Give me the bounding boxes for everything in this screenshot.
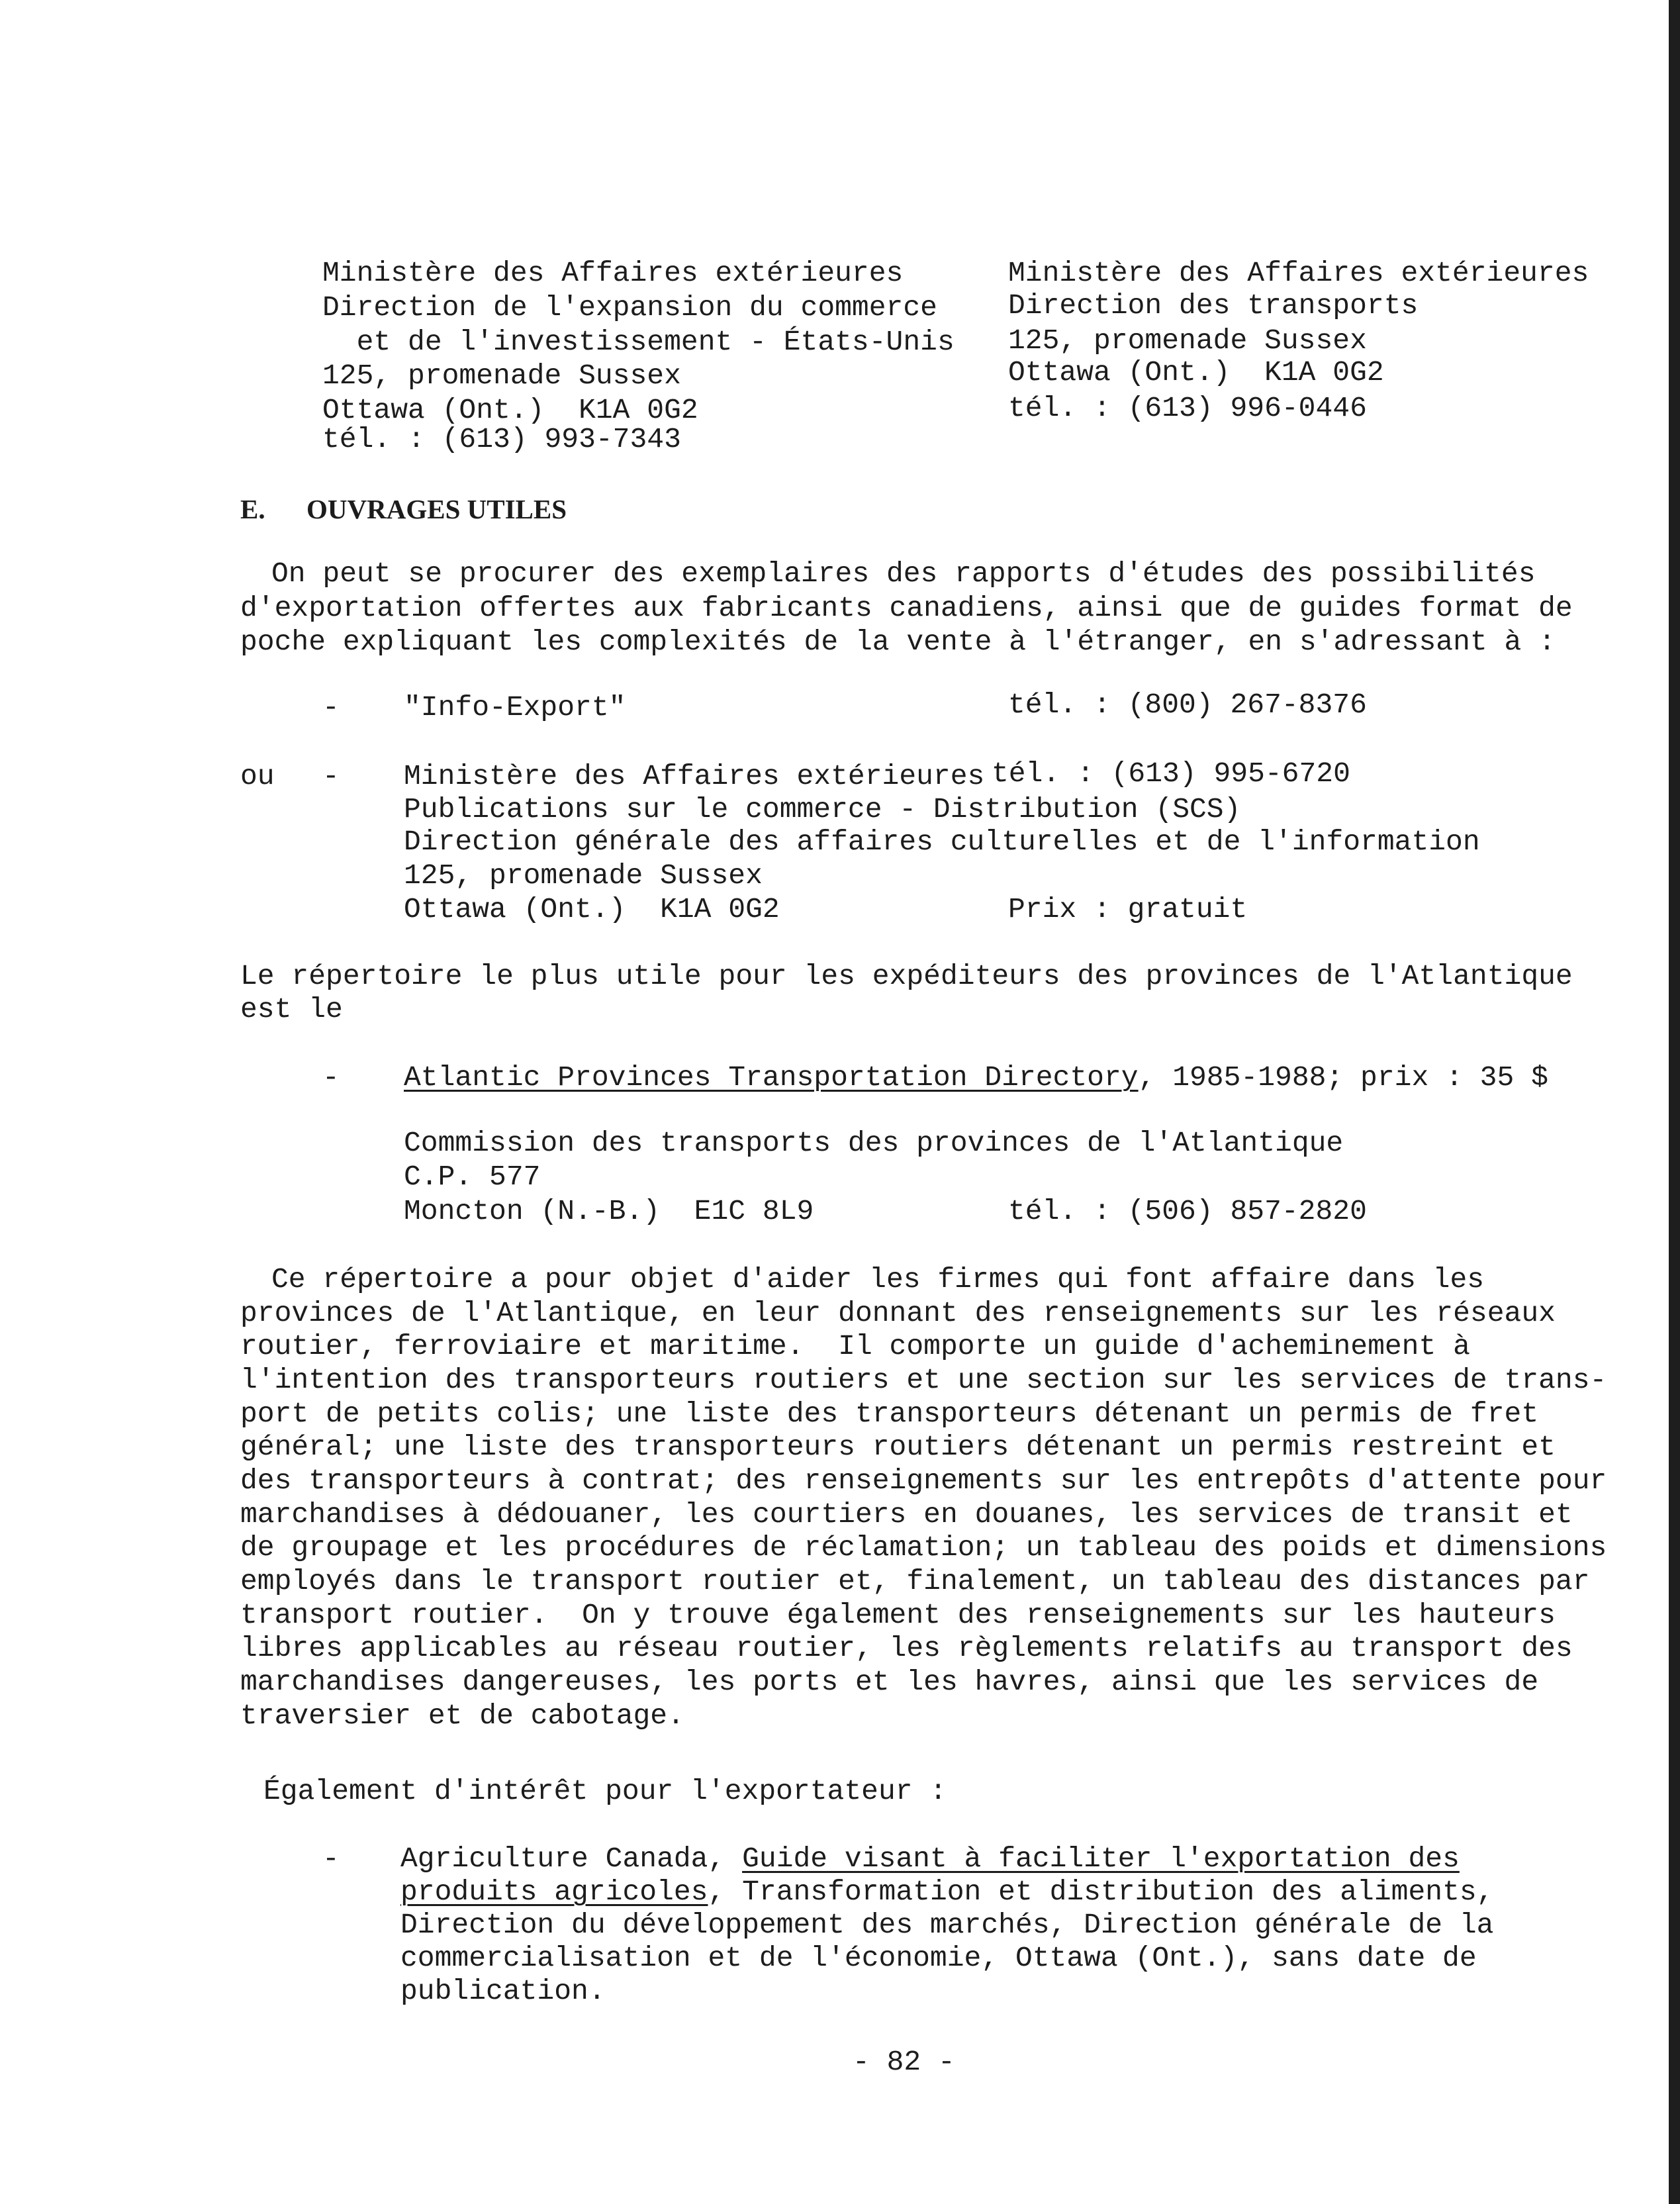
paragraph-line: de groupage et les procédures de réclamation; un tableau des poids et dimensions (240, 1531, 1607, 1564)
address-left-line: 125, promenade Sussex (322, 359, 681, 392)
paragraph-line: provinces de l'Atlantique, en leur donnant des renseignements sur les réseaux (240, 1297, 1556, 1329)
contact-phone: tél. : (613) 995-6720 (992, 757, 1350, 790)
paragraph-line: employés dans le transport routier et, finalement, un tableau des distances par (240, 1565, 1590, 1598)
address-left-line: Ottawa (Ont.) K1A 0G2 (322, 394, 698, 426)
address-right-line: Ottawa (Ont.) K1A 0G2 (1008, 356, 1384, 389)
section-title: OUVRAGES UTILES (306, 494, 567, 524)
address-left-line: Direction de l'expansion du commerce (322, 291, 937, 324)
bullet-dash: - (322, 1061, 340, 1094)
paragraph-line: général; une liste des transporteurs routiers détenant un permis restreint et (240, 1431, 1556, 1463)
directory-entry (404, 1061, 1548, 1094)
agriculture-line (400, 1843, 1460, 1876)
paragraph-line: est le (240, 993, 343, 1026)
address-left-phone: tél. : (613) 993-7343 (322, 423, 681, 455)
agriculture-line: commercialisation et de l'économie, Ottawa (Ont.), sans date de (400, 1942, 1477, 1974)
price-label: Prix : gratuit (1008, 893, 1248, 926)
paragraph-line: libres applicables au réseau routier, les règlements relatifs au transport des (240, 1632, 1573, 1664)
directory-address-line: Commission des transports des provinces de l'Atlantique (404, 1127, 1344, 1159)
address-left-line: et de l'investissement - États-Unis (322, 326, 955, 358)
contact-line: 125, promenade Sussex (404, 859, 763, 892)
agriculture-title: Guide visant à faciliter l'exportation des (742, 1843, 1460, 1875)
directory-details: , 1985-1988; prix : 35 $ (1138, 1061, 1548, 1094)
paragraph-line: des transporteurs à contrat; des renseignements sur les entrepôts d'attente pour (240, 1464, 1607, 1497)
directory-address-line: Moncton (N.-B.) E1C 8L9 (404, 1195, 814, 1227)
paragraph-line: traversier et de cabotage. (240, 1700, 684, 1732)
paragraph-line: On peut se procurer des exemplaires des rapports d'études des possibilités (271, 557, 1536, 590)
scan-edge-bar (1669, 0, 1680, 2204)
agriculture-line (400, 1876, 1493, 1909)
directory-phone: tél. : (506) 857-2820 (1008, 1195, 1367, 1227)
bullet-dash: - (322, 1843, 340, 1875)
contact-line: Direction générale des affaires culturelles et de l'information (404, 826, 1480, 858)
paragraph-line: marchandises dangereuses, les ports et les havres, ainsi que les services de (240, 1666, 1539, 1698)
paragraph-line: port de petits colis; une liste des transporteurs détenant un permis de fret (240, 1398, 1539, 1430)
agriculture-title-cont: produits agricoles (400, 1876, 708, 1908)
paragraph-line: marchandises à dédouaner, les courtiers en douanes, les services de transit et (240, 1498, 1573, 1531)
agriculture-line: publication. (400, 1975, 606, 2007)
address-right-line: Ministère des Affaires extérieures (1008, 257, 1589, 289)
also-interest-line: Également d'intérêt pour l'exportateur : (263, 1775, 947, 1807)
address-left-line: Ministère des Affaires extérieures (322, 257, 904, 289)
page-number: - 82 - (853, 2046, 955, 2078)
paragraph-line: d'exportation offertes aux fabricants canadiens, ainsi que de guides format de (240, 592, 1573, 624)
address-right-line: Direction des transports (1008, 289, 1419, 322)
contact-line: Publications sur le commerce - Distribution (SCS) (404, 793, 1241, 826)
agriculture-line: Direction du développement des marchés, Direction générale de la (400, 1909, 1494, 1941)
paragraph-line: Le répertoire le plus utile pour les expéditeurs des provinces de l'Atlantique (240, 960, 1573, 992)
agriculture-author: Agriculture Canada, (400, 1843, 743, 1875)
bullet-dash: - (322, 760, 340, 792)
directory-address-line: C.P. 577 (404, 1161, 541, 1193)
contact-phone: tél. : (800) 267-8376 (1008, 689, 1367, 721)
paragraph-line: transport routier. On y trouve également des renseignements sur les hauteurs (240, 1599, 1556, 1631)
directory-title: Atlantic Provinces Transportation Directory (404, 1061, 1139, 1094)
or-label: ou (240, 760, 275, 792)
section-letter: E. (240, 494, 265, 524)
agriculture-publisher: , Transformation et distribution des aliments, (708, 1876, 1494, 1908)
bullet-dash: - (322, 691, 340, 724)
paragraph-line: routier, ferroviaire et maritime. Il comporte un guide d'acheminement à (240, 1330, 1470, 1363)
address-right-phone: tél. : (613) 996-0446 (1008, 392, 1367, 424)
address-right-line: 125, promenade Sussex (1008, 324, 1367, 357)
paragraph-line: Ce répertoire a pour objet d'aider les firmes qui font affaire dans les (271, 1263, 1485, 1296)
contact-name: "Info-Export" (404, 691, 626, 724)
paragraph-line: poche expliquant les complexités de la vente à l'étranger, en s'adressant à : (240, 626, 1556, 658)
contact-line: Ottawa (Ont.) K1A 0G2 (404, 893, 780, 926)
paragraph-line: l'intention des transporteurs routiers et une section sur les services de trans- (240, 1364, 1607, 1396)
contact-line: Ministère des Affaires extérieures (404, 760, 985, 792)
